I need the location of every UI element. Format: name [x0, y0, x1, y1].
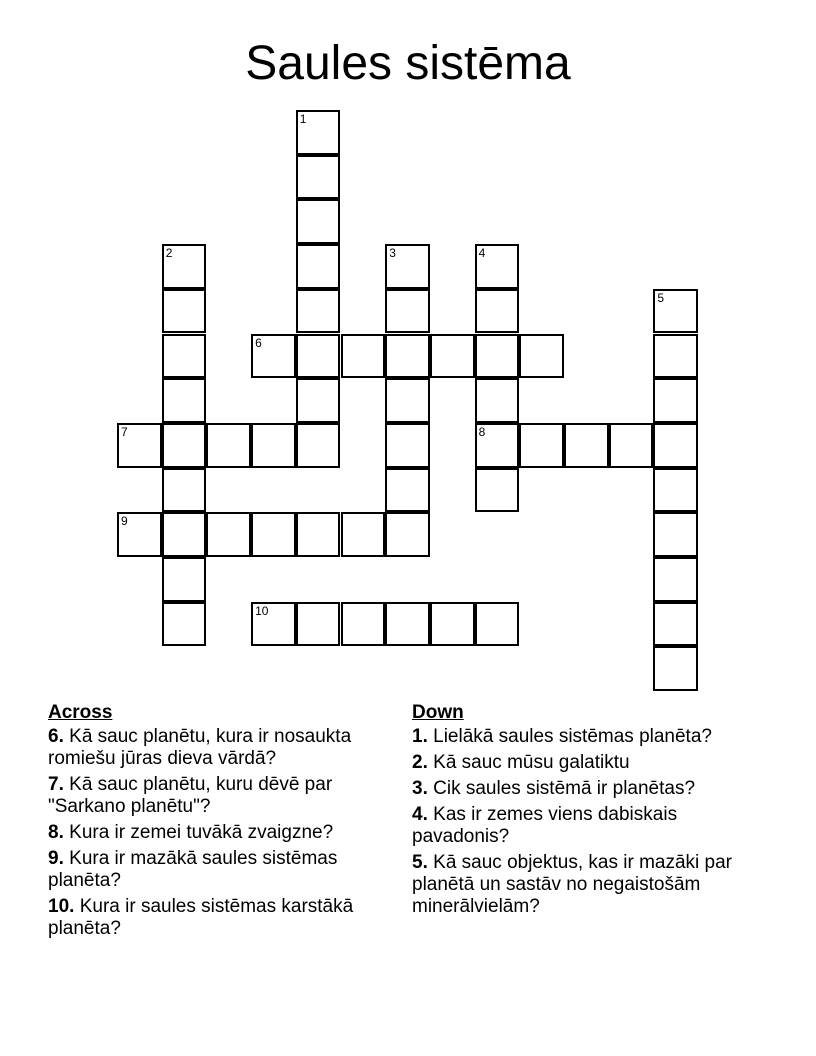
grid-cell[interactable] [385, 468, 430, 513]
cell-number: 10 [255, 603, 269, 618]
grid-cell[interactable] [162, 602, 207, 647]
grid-cell[interactable] [653, 557, 698, 602]
cell-number: 9 [121, 514, 128, 529]
grid-cell[interactable] [385, 244, 430, 289]
grid-cell[interactable] [162, 423, 207, 468]
cell-number: 4 [478, 246, 486, 261]
grid-cell[interactable] [296, 155, 341, 200]
grid-cell[interactable] [475, 468, 520, 513]
grid-cell[interactable] [475, 244, 520, 289]
grid-cell[interactable] [162, 468, 207, 513]
cell-number: 8 [478, 424, 486, 439]
grid-cell[interactable] [251, 602, 296, 647]
grid-cell[interactable] [162, 289, 207, 334]
grid-cell[interactable] [296, 602, 341, 647]
grid-cell[interactable] [385, 602, 430, 647]
grid-cell[interactable] [475, 334, 520, 379]
clue-down-1: 1. Lielākā saules sistēmas planēta? [412, 726, 712, 747]
grid-cell[interactable] [385, 378, 430, 423]
grid-cell[interactable] [251, 423, 296, 468]
grid-cell[interactable] [341, 602, 386, 647]
grid-cell[interactable] [251, 334, 296, 379]
puzzle-title: Saules sistēma [245, 37, 571, 90]
grid-cell[interactable] [653, 602, 698, 647]
grid-cell[interactable] [296, 423, 341, 468]
grid-cell[interactable] [385, 334, 430, 379]
grid-cell[interactable] [653, 646, 698, 691]
grid-cell[interactable] [296, 199, 341, 244]
grid-cell[interactable] [653, 468, 698, 513]
cell-number: 2 [165, 246, 173, 261]
grid-cell[interactable] [117, 512, 162, 557]
grid-cell[interactable] [296, 110, 341, 155]
grid-cell[interactable] [341, 512, 386, 557]
grid-cell[interactable] [296, 334, 341, 379]
grid-cell[interactable] [430, 602, 475, 647]
cell-number: 7 [121, 424, 128, 439]
grid-cell[interactable] [653, 334, 698, 379]
grid-cell[interactable] [296, 512, 341, 557]
grid-cell[interactable] [296, 289, 341, 334]
across-clues [48, 702, 408, 944]
grid-cell[interactable] [341, 334, 386, 379]
grid-cell[interactable] [117, 423, 162, 468]
grid-cell[interactable] [519, 334, 564, 379]
grid-cell[interactable] [653, 423, 698, 468]
clue-across-10: 10. Kura ir saules sistēmas karstākā planēta? [48, 896, 354, 939]
grid-cell[interactable] [653, 512, 698, 557]
grid-cell[interactable] [206, 423, 251, 468]
grid-cell[interactable] [609, 423, 654, 468]
grid-cell[interactable] [385, 423, 430, 468]
grid-cell[interactable] [564, 423, 609, 468]
grid-cell[interactable] [162, 512, 207, 557]
grid-cell[interactable] [475, 289, 520, 334]
grid-cell[interactable] [519, 423, 564, 468]
cell-number: 5 [657, 290, 665, 305]
across-heading: Across [48, 702, 113, 723]
grid-cell[interactable] [296, 244, 341, 289]
grid-cell[interactable] [475, 423, 520, 468]
clue-down-2: 2. Kā sauc mūsu galatiktu [412, 752, 630, 773]
clue-across-8: 8. Kura ir zemei tuvākā zvaigzne? [48, 822, 334, 843]
cell-number: 1 [299, 112, 307, 126]
grid-cell[interactable] [162, 334, 207, 379]
down-clues [412, 702, 772, 922]
cell-number: 3 [389, 246, 396, 261]
grid-cell[interactable] [162, 378, 207, 423]
grid-cell[interactable] [475, 378, 520, 423]
grid-cell[interactable] [296, 378, 341, 423]
grid-cell[interactable] [206, 512, 251, 557]
cell-number: 6 [255, 335, 262, 350]
grid-cell[interactable] [162, 557, 207, 602]
grid-cell[interactable] [251, 512, 296, 557]
clue-down-5: 5. Kā sauc objektus, kas ir mazāki par planētā un sastāv no negaistošām minerālvielām? [412, 852, 732, 917]
grid-cell[interactable] [385, 289, 430, 334]
clue-across-6: 6. Kā sauc planētu, kura ir nosaukta romiešu jūras dieva vārdā? [48, 726, 352, 769]
grid-cell[interactable] [653, 378, 698, 423]
grid-cell[interactable] [653, 289, 698, 334]
grid-cell[interactable] [475, 602, 520, 647]
grid-cell[interactable] [162, 244, 207, 289]
grid-cell[interactable] [385, 512, 430, 557]
clue-across-9: 9. Kura ir mazākā saules sistēmas planēta? [48, 848, 338, 891]
down-heading: Down [412, 702, 464, 723]
grid-cell[interactable] [430, 334, 475, 379]
clue-across-7: 7. Kā sauc planētu, kuru dēvē par "Sarkano planētu"? [48, 774, 333, 817]
clue-down-4: 4. Kas ir zemes viens dabiskais pavadonis? [412, 804, 678, 847]
clue-down-3: 3. Cik saules sistēmā ir planētas? [412, 778, 696, 799]
